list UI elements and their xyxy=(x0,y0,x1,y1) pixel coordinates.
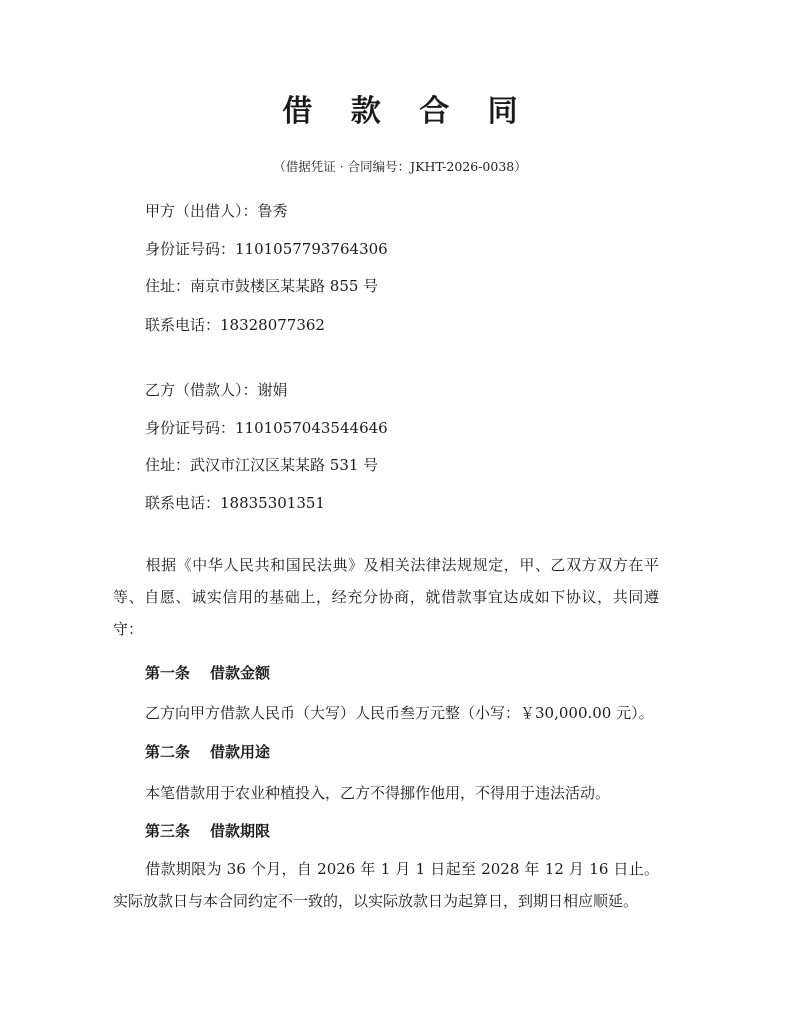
article-2-body: 本笔借款用于农业种植投入，乙方不得挪作他用，不得用于违法活动。 xyxy=(145,784,611,802)
article-2-title: 借款用途 xyxy=(210,743,271,761)
party-a-address: 住址：南京市鼓楼区某某路 855 号 xyxy=(145,277,379,295)
party-b-address: 住址：武汉市江汉区某某路 531 号 xyxy=(145,456,379,474)
party-a-id: 身份证号码：1101057793764306 xyxy=(145,240,388,258)
article-2-number: 第二条 xyxy=(145,743,191,761)
contract-number-subtitle: （借据凭证 · 合同编号：JKHT-2026-0038） xyxy=(273,159,527,174)
party-b-name: 乙方（借款人）：谢娟 xyxy=(145,381,288,399)
article-1-number: 第一条 xyxy=(145,664,191,682)
preamble-paragraph xyxy=(113,549,659,645)
party-b-id: 身份证号码：1101057043544646 xyxy=(145,419,388,437)
article-2-heading xyxy=(145,741,270,763)
article-3-heading xyxy=(145,820,270,842)
party-b-phone: 联系电话：18835301351 xyxy=(145,494,325,512)
article-1-body: 乙方向甲方借款人民币（大写）人民币叁万元整（小写：￥30,000.00 元）。 xyxy=(145,704,654,722)
preamble-text: 根据《中华人民共和国民法典》及相关法律法规规定，甲、乙双方双方在平等、自愿、诚实信用的基础上，经充分协商，就借款事宜达成如下协议，共同遵守： xyxy=(113,556,659,638)
document-title: 借 款 合 同 xyxy=(282,94,532,129)
article-3-body: 借款期限为 36 个月，自 2026 年 1 月 1 日起至 2028 年 12 月 16 日止。实际放款日与本合同约定不一致的，以实际放款日为起算日，到期日相应顺延。 xyxy=(113,860,659,910)
article-3-number: 第三条 xyxy=(145,822,191,840)
article-3-title: 借款期限 xyxy=(210,822,271,840)
article-3-body-paragraph xyxy=(113,853,659,917)
party-a-phone: 联系电话：18328077362 xyxy=(145,316,325,334)
article-1-heading xyxy=(145,662,270,684)
article-1-title: 借款金额 xyxy=(210,664,271,682)
party-a-name: 甲方（出借人）：鲁秀 xyxy=(145,202,288,220)
